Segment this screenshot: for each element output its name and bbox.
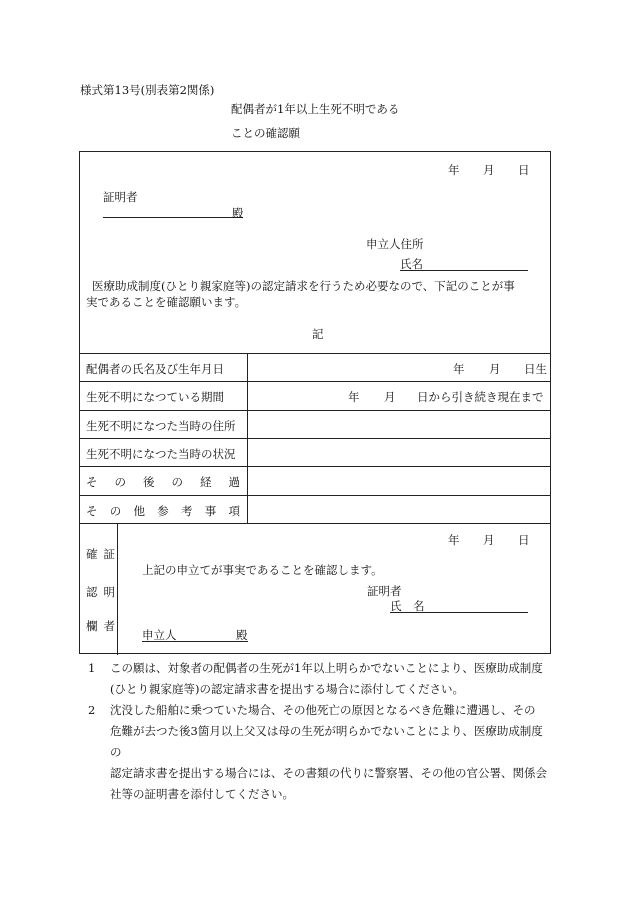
confirm-date-year: 年 <box>448 533 460 547</box>
date-month: 月 <box>483 163 495 177</box>
certifier-honorific: 殿 <box>232 206 244 220</box>
ki-mark: 記 <box>312 327 324 341</box>
date-year: 年 <box>448 163 460 177</box>
confirm-statement: 上記の申立てが事実であることを確認します。 <box>142 563 383 577</box>
side-label-2: 認明 <box>86 585 121 599</box>
confirm-certifier-label: 証明者 <box>367 584 402 598</box>
applicant-name-line <box>400 256 528 271</box>
row-label-spouse: 配偶者の氏名及び生年月日 <box>86 362 224 376</box>
applicant-name-label: 氏名 <box>400 257 423 271</box>
row-period-month: 月 <box>384 390 396 404</box>
body-line-1: 医療助成制度(ひとり親家庭等)の認定請求を行うため必要なので、下記のことが事 <box>92 279 515 293</box>
confirm-date-month: 月 <box>483 533 495 547</box>
row-spouse-day: 日生 <box>524 362 547 376</box>
certifier-underline <box>103 205 243 218</box>
row-period-day: 日から引き続き現在まで <box>417 390 544 404</box>
confirm-applicant-honorific: 殿 <box>236 628 248 642</box>
confirm-date-day: 日 <box>518 533 530 547</box>
title-line-1: 配偶者が1年以上生死不明である <box>231 102 400 116</box>
side-label-1: 確証 <box>86 547 121 561</box>
notes <box>88 658 550 805</box>
confirm-applicant-label: 申立人 <box>142 628 177 642</box>
row-spouse-year: 年 <box>453 362 465 376</box>
row-label-period: 生死不明になつている期間 <box>86 390 224 404</box>
note-item: 1 この願は、対象者の配偶者の生死が1年以上明らかでないことにより、医療助成制度 (ひとり親家庭等)の認定請求書を提出する場合に添付してください。 <box>88 661 543 696</box>
row-spouse-month: 月 <box>489 362 501 376</box>
date-day: 日 <box>518 163 530 177</box>
note-item: 2 沈没した船舶に乗つていた場合、その他死亡の原因となるべき危難に遭遇し、その 危難が去つた後3箇月以上父又は母の生死が明らかでないことにより、医療助成制度の 認定請求書を提出する場合には、その書類の代りに警察署、その他の官公署、関係会社等の証明書を添付してください。 <box>88 703 547 801</box>
title-line-2: ことの確認願 <box>231 126 300 140</box>
confirm-name-line <box>390 598 528 613</box>
confirm-applicant-line <box>142 627 248 642</box>
side-label-3: 欄者 <box>86 619 121 633</box>
certifier-label: 証明者 <box>103 190 138 204</box>
row-label-address: 生死不明になつた当時の住所 <box>86 419 236 433</box>
row-label-progress: そ の 後 の 経 過 <box>86 475 240 489</box>
applicant-address-label: 申立人住所 <box>366 237 424 251</box>
row-label-situation: 生死不明になつた当時の状況 <box>86 447 236 461</box>
confirm-name-label: 氏 名 <box>390 599 425 613</box>
row-period-year: 年 <box>348 390 360 404</box>
form-box <box>79 151 551 654</box>
row-label-other: そ の 他 参 考 事 項 <box>86 504 240 518</box>
form-number: 様式第13号(別表第2関係) <box>80 83 215 97</box>
body-line-2: 実であることを確認願います。 <box>86 295 247 309</box>
